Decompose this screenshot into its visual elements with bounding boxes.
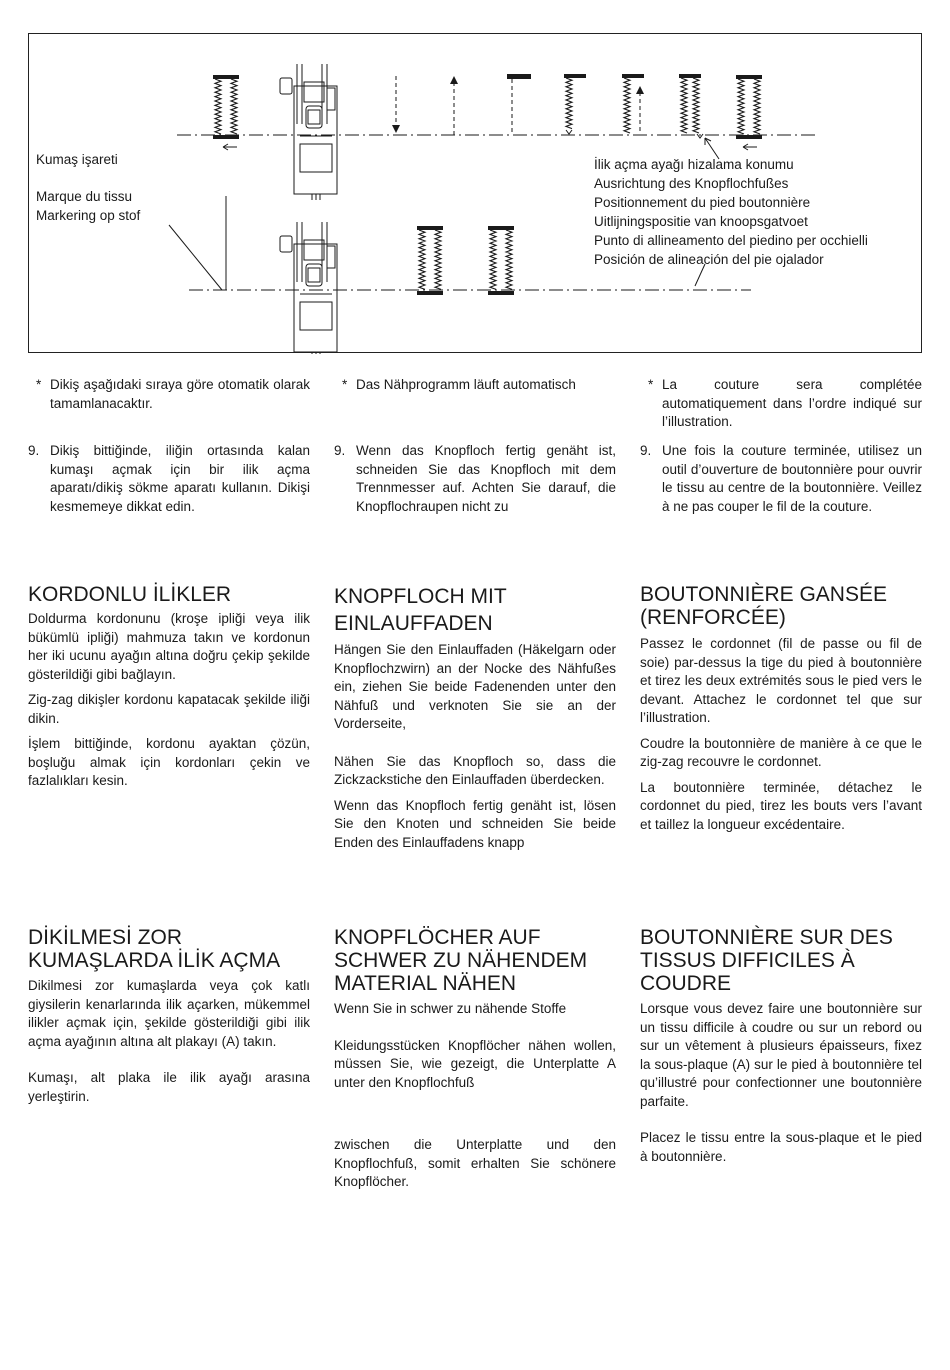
presser-foot-top [280,64,337,200]
section-paragraph: Kleidungsstücken Knopflöcher nähen wollen, müssen Sie, wie gezeigt, die Unterplatte A unter den Knopflochfuß [334,1037,616,1090]
note-asterisk: * [648,377,654,392]
bartack-step-7 [679,74,701,78]
section-paragraph: Passez le cordonnet (fil de passe ou fil de soie) par-dessus la tige du pied à boutonnière et tirez les deux extrémités sous le pied vers le devant. Attachez le cordonnet tel que sur l’illustration. [640,636,922,725]
bartack-step-5 [564,74,586,78]
section-paragraph: Coudre la boutonnière de manière à ce que le zig-zag recouvre le cordonnet. [640,735,922,769]
section-paragraph: Lorsque vous devez faire une boutonnière sur un tissu difficile à coudre ou sur un rebord ou sur un vêtement à plusieurs épaisseurs, fixez la sous-plaque (A) sur le pied à boutonnière tel qu’illustré pour confectionner une boutonnière parfaite. [640,1001,922,1109]
bartack-step-6 [622,74,644,78]
section-paragraph: Zig-zag dikişler kordonu kapatacak şekilde iliği dikin. [28,692,310,726]
buttonhole-bottom-2-bartack-top [488,226,514,230]
presser-foot-bottom [280,222,337,354]
buttonhole-bottom-2-bartack-bottom [488,291,514,295]
label-fabric-mark-fr: Marque du tissu [36,189,133,204]
section-paragraph: Wenn das Knopfloch fertig genäht ist, lösen Sie den Knoten und schneiden Sie beide Enden des Einlauffadens knapp [334,797,616,850]
label-alignment-it: Punto di allineamento del piedino per occhielli [594,233,868,248]
buttonhole-step-8-bartack-top [736,75,762,79]
buttonhole-bottom-2-right-column [506,230,512,289]
step-text: Wenn das Knopfloch fertig genäht ist, schneiden Sie das Knopfloch mit dem Trennmesser auf. Achten Sie darauf, die Knopflochraupen nicht zu [356,443,616,514]
buttonhole-step-1-right-column [231,79,237,134]
step-9 [28,442,310,516]
auto-sew-note [640,376,922,432]
arrowhead-up [450,76,458,84]
note-text: La couture sera complétée automatiquement dans l’ordre indiqué sur l’illustration. [662,377,922,429]
stitch-arrow-step-5 [566,130,572,134]
label-alignment-tr: İlik açma ayağı hizalama konumu [594,157,794,172]
step-9 [334,442,616,516]
arrowhead-step-6 [636,86,644,94]
buttonhole-step-1-left-column [215,79,221,134]
note-text: Das Nähprogramm läuft automatisch [356,377,576,392]
left-arrow-top-1 [223,144,237,150]
left-column-step-7 [681,78,687,133]
buttonhole-step-8-right-column [754,79,760,134]
label-fabric-mark-tr: Kumaş işareti [36,152,118,167]
buttonhole-bottom-1-right-column [435,230,441,289]
section-title: DİKİLMESİ ZOR KUMAŞLARDA İLİK AÇMA [28,926,281,972]
buttonhole-bottom-1-bartack-bottom [417,291,443,295]
difficult-fabric-section [334,926,616,1192]
note-asterisk: * [36,377,42,392]
column-french [640,376,922,1164]
section-paragraph: Hängen Sie den Einlauffaden (Häkelgarn oder Knopflochzwirn) an der Nocke des Nähfußes ein, ziehen Sie beide Fadenenden unter den Nähfuß und verknoten Sie sie an der Vorderseite, [334,642,616,731]
buttonhole-bottom-1-bartack-top [417,226,443,230]
label-alignment-de: Ausrichtung des Knopflochfußes [594,176,789,191]
section-title: KORDONLU İLİKLER [28,583,232,606]
left-column-step-5 [566,78,572,129]
section-paragraph: Kumaşı, alt plaka ile ilik ayağı arasına yerleştirin. [28,1070,310,1104]
label-fabric-mark-nl: Markering op stof [36,208,141,223]
section-paragraph: Placez le tissu entre la sous-plaque et le pied à boutonnière. [640,1130,922,1164]
column-german [334,376,616,1189]
left-arrow-top-8 [743,144,757,150]
buttonhole-step-1-bartack-top [213,75,239,79]
auto-sew-note [334,376,616,395]
column-turkish [28,376,310,1136]
corded-buttonhole-section [334,583,616,852]
section-paragraph: La boutonnière terminée, détachez le cordonnet du pied, tirez les bouts vers l’avant et taillez la longueur excédentaire. [640,779,922,832]
section-title: KNOPFLOCH MIT EINLAUFFADEN [334,585,507,635]
label-alignment-es: Posición de alineación del pie ojalador [594,252,824,267]
section-paragraph: zwischen die Unterplatte und den Knopflochfuß, somit erhalten Sie schönere Knopflöcher. [334,1137,616,1189]
difficult-fabric-section [28,926,310,1106]
fabric-mark-pointer-diag [169,225,222,290]
step-9 [640,442,922,516]
right-column-step-7 [693,78,699,133]
note-text: Dikiş aşağıdaki sıraya göre otomatik olarak tamamlanacaktır. [50,377,310,411]
auto-sew-note [28,376,310,413]
buttonhole-bottom-2-left-column [490,230,496,289]
bartack-step-4 [507,74,531,79]
difficult-fabric-section [640,926,922,1166]
arrowhead-down [392,125,400,133]
buttonhole-step-8-bartack-bottom [736,135,762,139]
buttonhole-step-8-left-column [738,79,744,134]
step-number: 9. [334,443,346,458]
buttonhole-bottom-1-left-column [419,230,425,289]
step-number: 9. [28,443,40,458]
section-title: BOUTONNIÈRE SUR DES TISSUS DIFFICILES À COUDRE [640,926,893,995]
step-text: Une fois la couture terminée, utilisez un outil d’ouverture de boutonnière pour ouvrir le tissu au centre de la boutonnière. Veillez à ne pas couper le fil de la couture. [662,443,922,514]
label-alignment-fr: Positionnement du pied boutonnière [594,195,811,210]
section-paragraph: Wenn Sie in schwer zu nähende Stoffe [334,1001,567,1016]
section-paragraph: İşlem bittiğinde, kordonu ayaktan çözün, boşluğu almak için kordonları çekin ve fazlalıkları kesin. [28,736,310,788]
section-title: BOUTONNIÈRE GANSÉE (RENFORCÉE) [640,583,887,629]
section-title: KNOPFLÖCHER AUF SCHWER ZU NÄHENDEM MATERIAL NÄHEN [334,926,588,995]
corded-buttonhole-section [640,583,922,834]
step-number: 9. [640,443,652,458]
step-text: Dikiş bittiğinde, iliğin ortasında kalan kumaşı açmak için bir ilik açma aparatı/dikiş sökme aparatı kullanın. Dikişi kesmemeye dikkat edin. [50,443,310,514]
section-paragraph: Dikilmesi zor kumaşlarda veya çok katlı giysilerin kenarlarında ilik açarken, mükemmel ilikler açmak için, şekilde gösterildiği gibi ilik açma ayağının altına alt plakayı (A) takın. [28,978,310,1049]
buttonhole-sequence-figure [28,33,922,353]
note-asterisk: * [342,377,348,392]
left-column-step-6 [624,78,630,133]
section-paragraph: Nähen Sie das Knopfloch so, dass die Zickzackstiche den Einlauffaden überdecken. [334,753,616,787]
corded-buttonhole-section [28,583,310,791]
label-alignment-nl: Uitlijningspositie van knoopsgatvoet [594,214,808,229]
buttonhole-step-1-bartack-bottom [213,135,239,139]
section-paragraph: Doldurma kordonunu (kroşe ipliği veya ilik bükümlü ipliği) mahmuza takın ve kordonun her iki ucunu ayağın altına doğru çekip şekilde gösterildiği gibi bağlayın. [28,611,310,682]
